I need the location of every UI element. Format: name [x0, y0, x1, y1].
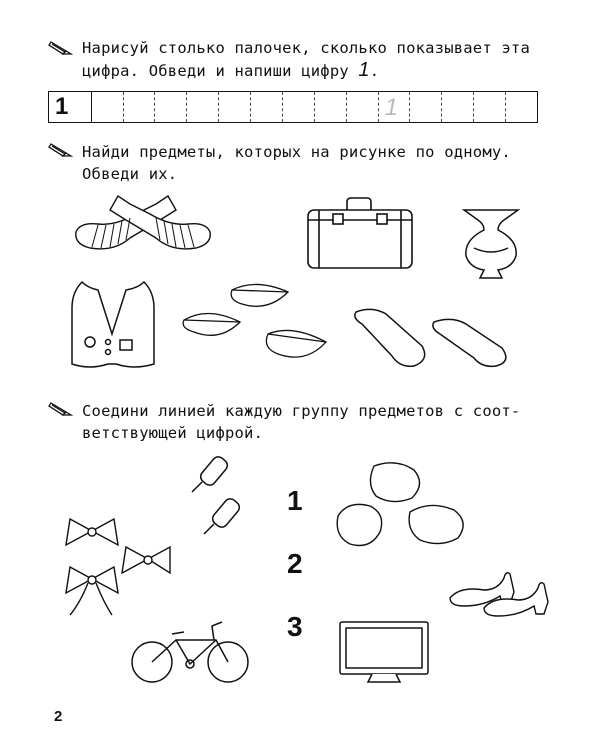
ice-cream-group-icon[interactable]	[184, 452, 254, 542]
task2-instruction	[82, 141, 511, 185]
cell[interactable]	[442, 92, 474, 122]
number-3[interactable]: 3	[287, 611, 303, 642]
bicycle-icon[interactable]	[128, 612, 252, 688]
pencil-icon	[48, 140, 74, 158]
task1-line2-period: .	[369, 62, 380, 80]
cell[interactable]	[219, 92, 251, 122]
cell[interactable]	[474, 92, 506, 122]
socks-icon[interactable]	[68, 192, 218, 262]
shoes-group-icon[interactable]	[444, 560, 564, 624]
suitcase-icon[interactable]	[305, 196, 415, 272]
cell[interactable]	[187, 92, 219, 122]
cell[interactable]	[92, 92, 124, 122]
task3-line1: Соедини линией каждую группу предметов с соот-	[82, 402, 521, 420]
cell[interactable]	[251, 92, 283, 122]
task3-instruction	[82, 400, 520, 444]
sample-digit: 1	[55, 93, 69, 120]
pencil-icon	[48, 38, 74, 56]
task1-line1: Нарисуй столько палочек, сколько показывает эта	[82, 39, 530, 57]
cell[interactable]	[283, 92, 315, 122]
leaves-icon[interactable]	[182, 276, 332, 372]
number-2[interactable]: 2	[287, 548, 303, 579]
vest-icon[interactable]	[68, 278, 158, 372]
cell[interactable]	[155, 92, 187, 122]
pencil-icon	[48, 399, 74, 417]
tv-icon[interactable]	[336, 620, 432, 684]
writing-cells[interactable]	[48, 91, 538, 123]
cell[interactable]	[347, 92, 379, 122]
task2-line2: Обведи их.	[82, 165, 178, 183]
number-1[interactable]: 1	[287, 485, 303, 516]
task1-line2-text: цифра. Обведи и напиши цифру	[82, 62, 359, 80]
cell-sample	[49, 92, 92, 122]
task2-line1: Найди предметы, которых на рисунке по одному.	[82, 143, 511, 161]
peppers-group-icon[interactable]	[334, 456, 474, 552]
cell[interactable]	[315, 92, 347, 122]
cell[interactable]	[506, 92, 537, 122]
bows-group-icon[interactable]	[52, 515, 172, 625]
task1-line2	[82, 59, 530, 82]
cell[interactable]	[124, 92, 156, 122]
task1-instruction	[82, 37, 530, 82]
vase-icon[interactable]	[458, 206, 524, 282]
page-number: 2	[54, 708, 63, 725]
task1-inline-digit: 1	[358, 59, 370, 81]
task3-line2: ветствующей цифрой.	[82, 424, 264, 442]
flippers-icon[interactable]	[352, 302, 527, 372]
trace-digit: 1	[384, 94, 398, 121]
cell[interactable]	[410, 92, 442, 122]
cell-trace[interactable]	[379, 92, 411, 122]
